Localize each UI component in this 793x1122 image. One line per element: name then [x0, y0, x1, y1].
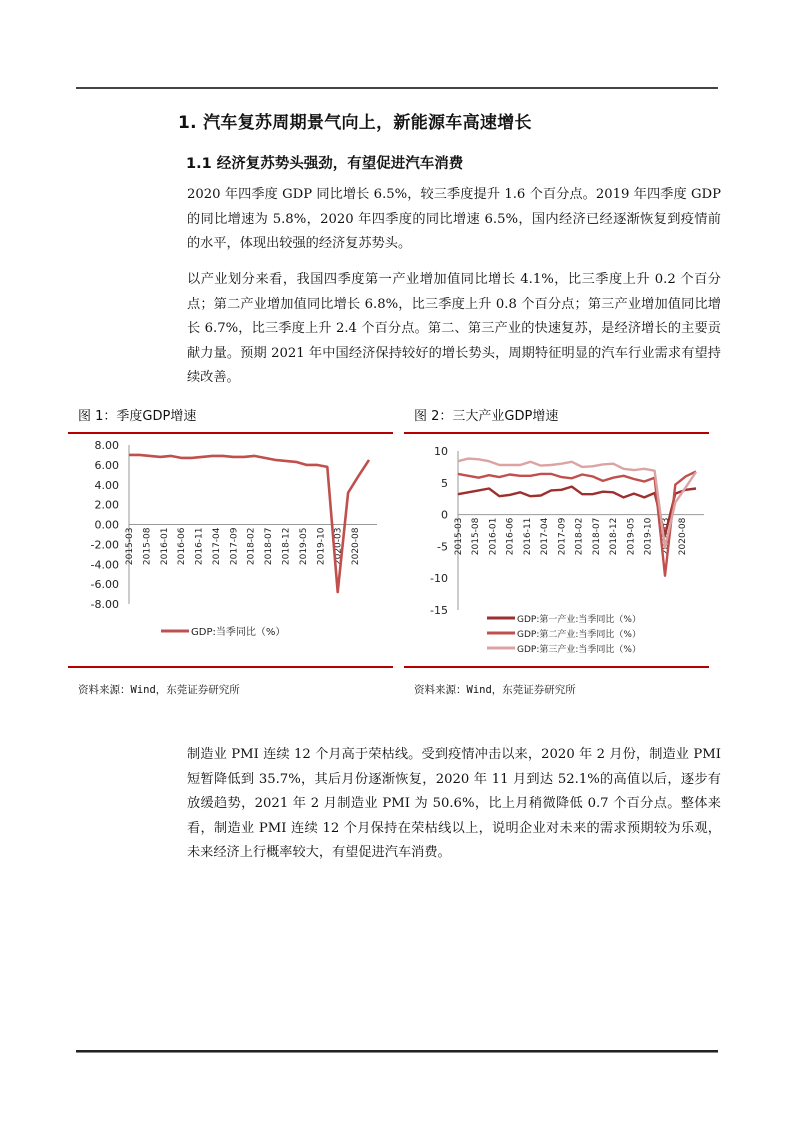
x-tick-label: 2015-08 [471, 517, 482, 556]
paragraph-sectors: 以产业划分来看，我国四季度第一产业增加值同比增长 4.1%，比三季度上升 0.2 个百分点；第二产业增加值同比增长 6.8%，比三季度上升 0.8 个百分点；第三产业增加值同比增长 6.7%，比三季度上升 2.4 个百分点。第二、第三产业的快速复苏，是经济增长的主要贡献力量。预期 2021 年中国经济保持较好的增长势头，周期特征明显的汽车行业需求有望持续改善。 [187, 272, 721, 385]
x-tick-label: 2016-01 [159, 527, 170, 566]
figure-1 [68, 408, 393, 697]
y-tick-label: 10 [434, 445, 448, 458]
y-tick-label: 5 [441, 476, 448, 490]
figure-2-title: 图 2：三大产业GDP增速 [414, 409, 559, 424]
x-tick-label: 2019-10 [316, 527, 327, 566]
x-tick-label: 2019-05 [298, 527, 309, 566]
x-tick-label: 2015-03 [125, 527, 135, 566]
x-tick-label: 2018-02 [574, 517, 585, 556]
paragraph-gdp: 2020 年四季度 GDP 同比增长 6.5%，较三季度提升 1.6 个百分点。2019 年四季度 GDP 的同比增速为 5.8%，2020 年四季度的同比增速 6.5%，国内经济已经逐渐恢复到疫情前的水平，体现出较强的经济复苏势头。 [187, 187, 721, 251]
y-tick-label: 8.00 [94, 439, 119, 452]
chart-sector-gdp [404, 434, 729, 662]
legend-label: GDP:第三产业:当季同比（%） [517, 645, 641, 655]
footer-rule [76, 1050, 718, 1053]
y-tick-label: -2.00 [90, 538, 119, 552]
x-tick-label: 2017-04 [540, 517, 551, 556]
x-tick-label: 2016-11 [522, 517, 533, 556]
y-tick-label: 6.00 [94, 458, 119, 472]
legend-label: GDP:第一产业:当季同比（%） [517, 615, 641, 625]
x-tick-label: 2017-09 [229, 527, 240, 566]
y-tick-label: 0.00 [94, 518, 119, 532]
x-tick-label: 2018-07 [264, 527, 275, 566]
x-tick-label: 2018-12 [281, 527, 292, 566]
x-tick-label: 2020-08 [351, 527, 362, 566]
y-tick-label: -5 [437, 540, 448, 554]
x-tick-label: 2016-06 [505, 517, 516, 556]
figure-1-source: 资料来源：Wind，东莞证券研究所 [78, 684, 240, 696]
x-tick-label: 2016-06 [177, 527, 188, 566]
x-tick-label: 2018-07 [591, 517, 602, 556]
x-tick-label: 2019-05 [626, 517, 637, 556]
y-tick-label: -15 [430, 604, 448, 617]
legend-label: GDP:第二产业:当季同比（%） [517, 630, 641, 640]
legend-label: GDP:当季同比（%） [191, 627, 286, 638]
header-rule [76, 87, 718, 89]
x-tick-label: 2016-11 [194, 527, 205, 566]
figure-1-bottom-rule [68, 666, 393, 668]
x-tick-label: 2017-04 [211, 527, 222, 566]
x-tick-label: 2015-08 [142, 527, 153, 566]
x-tick-label: 2019-10 [643, 517, 654, 556]
x-tick-label: 2018-12 [609, 517, 620, 556]
figure-1-title: 图 1：季度GDP增速 [78, 409, 197, 424]
chart-quarterly-gdp [68, 434, 393, 662]
x-tick-label: 2018-02 [246, 527, 257, 566]
y-tick-label: -8.00 [90, 598, 119, 611]
x-tick-label: 2015-03 [454, 517, 464, 556]
x-tick-label: 2020-03 [660, 517, 671, 556]
x-tick-label: 2016-01 [488, 517, 499, 556]
paragraph-pmi: 制造业 PMI 连续 12 个月高于荣枯线。受到疫情冲击以来，2020 年 2 月份，制造业 PMI 短暂降低到 35.7%，其后月份逐渐恢复，2020 年 11 月到达 52.1%的高值以后，逐步有放缓趋势，2021 年 2 月制造业 PMI 为 50.6%，比上月稍微降低 0.7 个百分点。整体来看，制造业 PMI 连续 12 个月保持在荣枯线以上，说明企业对未来的需求预期较为乐观，未来经济上行概率较大，有望促进汽车消费。 [187, 747, 721, 860]
y-tick-label: -6.00 [90, 578, 119, 592]
y-tick-label: -4.00 [90, 558, 119, 572]
x-tick-label: 2020-08 [678, 517, 689, 556]
subsection-heading: 1.1 经济复苏势头强劲，有望促进汽车消费 [186, 156, 464, 172]
y-tick-label: 4.00 [94, 478, 119, 492]
x-tick-label: 2020-03 [333, 527, 344, 566]
figure-2 [404, 408, 729, 697]
x-tick-label: 2017-09 [557, 517, 568, 556]
series-line [129, 455, 369, 592]
y-tick-label: 2.00 [94, 498, 119, 512]
section-heading: 1. 汽车复苏周期景气向上，新能源车高速增长 [178, 113, 532, 133]
y-tick-label: -10 [430, 572, 448, 586]
y-tick-label: 0 [441, 508, 448, 522]
figure-2-bottom-rule [404, 666, 709, 668]
figure-2-source: 资料来源：Wind，东莞证券研究所 [414, 684, 576, 696]
